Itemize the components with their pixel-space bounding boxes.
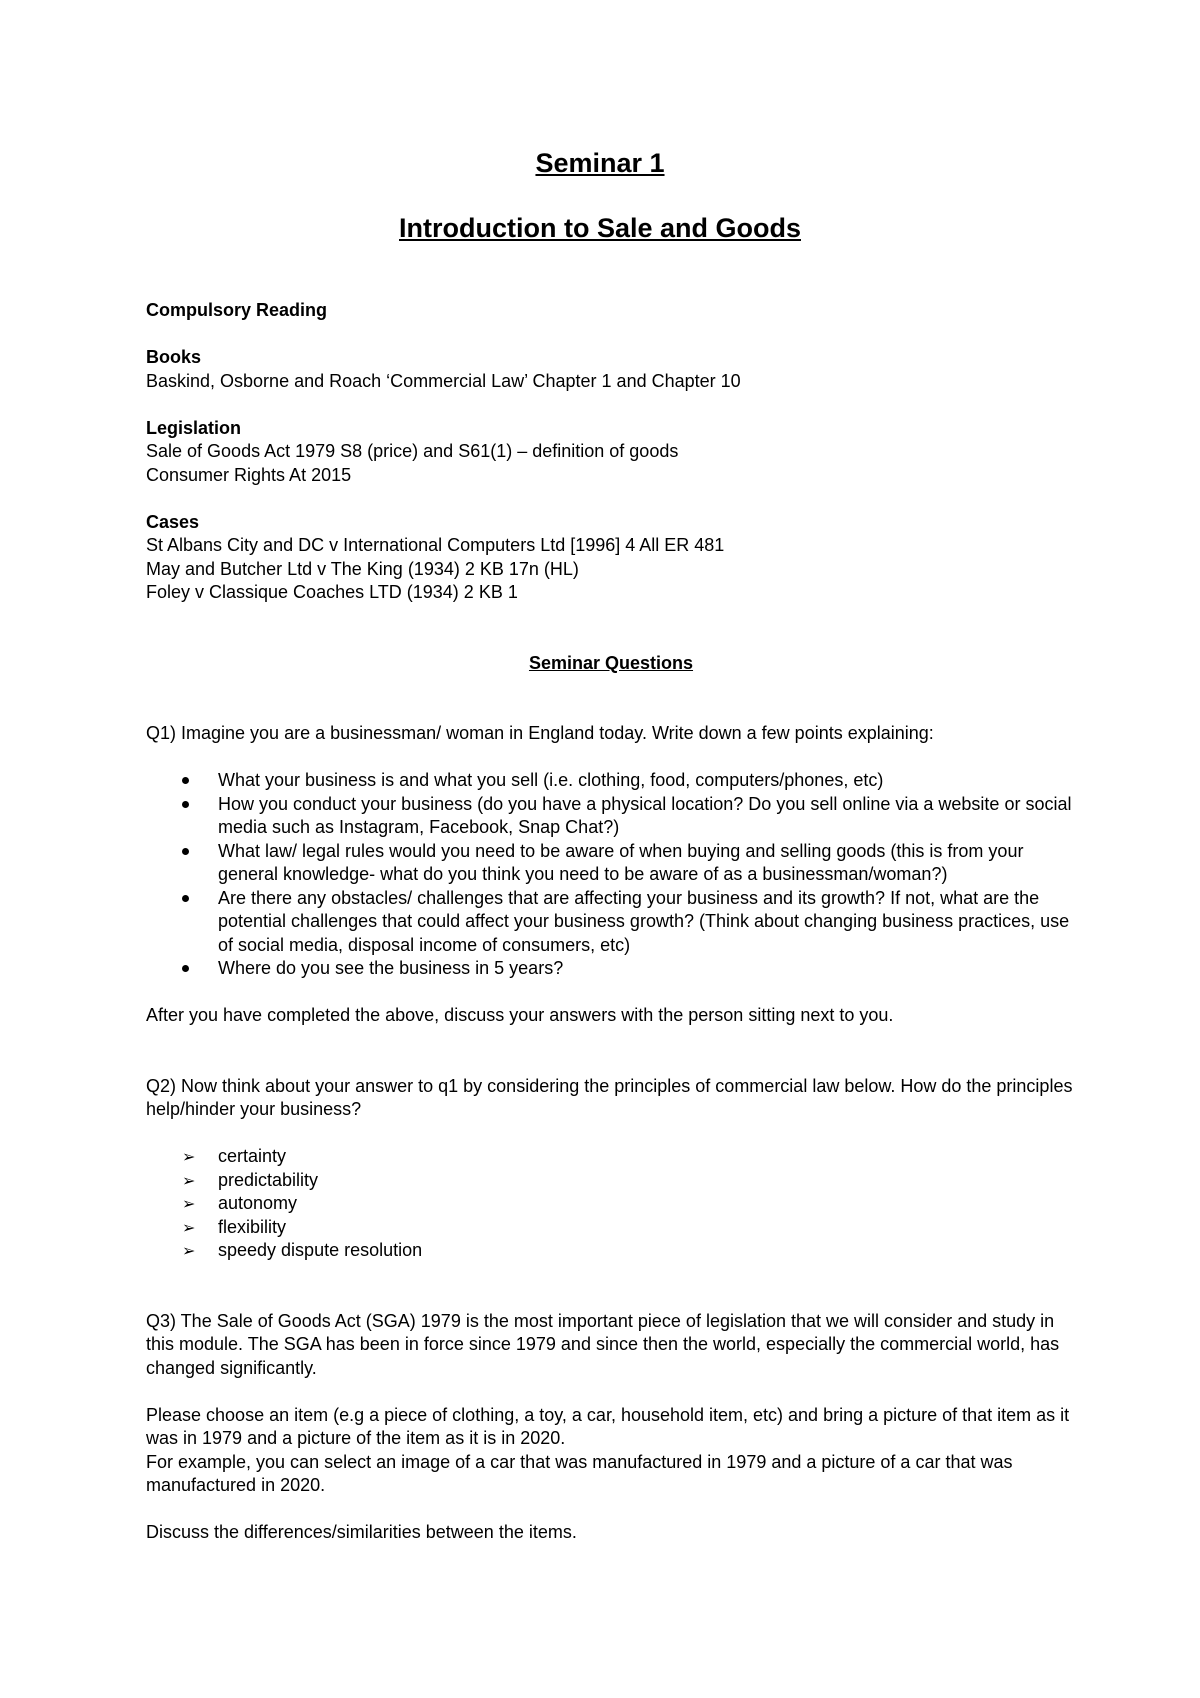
- case-entry: May and Butcher Ltd v The King (1934) 2 KB 17n (HL): [146, 558, 579, 579]
- list-item: [146, 769, 1076, 793]
- list-item: [146, 1145, 1076, 1169]
- q3-paragraph: Discuss the differences/similarities between the items.: [146, 1522, 577, 1542]
- list-item-text: flexibility: [218, 1216, 287, 1237]
- arrowhead-bullet-icon: ➢: [182, 1243, 196, 1260]
- legislation-entry: Consumer Rights At 2015: [146, 464, 352, 485]
- list-item-text: Where do you see the business in 5 years?: [218, 958, 564, 978]
- book-entry: Baskind, Osborne and Roach ‘Commercial Law’ Chapter 1 and Chapter 10: [146, 370, 741, 391]
- q1-bullet-list: [146, 769, 1076, 981]
- filled-circle-bullet-icon: [182, 887, 202, 911]
- list-item: [146, 957, 1076, 981]
- q2-bullet-list: [146, 1145, 1076, 1263]
- list-item: [146, 887, 1076, 958]
- list-item: [146, 1239, 1076, 1263]
- arrowhead-bullet-icon: ➢: [182, 1196, 196, 1213]
- q1-after: After you have completed the above, discuss your answers with the person sitting next to you.: [146, 1005, 894, 1025]
- list-item: [146, 840, 1076, 887]
- q3-paragraph: Please choose an item (e.g a piece of clothing, a toy, a car, household item, etc) and bring a picture of that item as it was in 1979 and a picture of the item as it is in 2020.: [146, 1404, 1070, 1448]
- case-entry: St Albans City and DC v International Computers Ltd [1996] 4 All ER 481: [146, 535, 725, 555]
- list-item: [146, 1169, 1076, 1193]
- filled-circle-bullet-icon: [182, 957, 202, 981]
- list-item-text: What law/ legal rules would you need to be aware of when buying and selling goods (this is from your general knowledge- what do you think you need to be aware of as a businessman/woman?): [218, 840, 1024, 884]
- case-entry: Foley v Classique Coaches LTD (1934) 2 KB 1: [146, 582, 518, 602]
- list-item: [146, 1192, 1076, 1216]
- document-body: [146, 299, 1076, 1545]
- legislation-heading: Legislation: [146, 417, 242, 438]
- q1-intro: Q1) Imagine you are a businessman/ woman in England today. Write down a few points explaining:: [146, 723, 934, 743]
- list-item-text: speedy dispute resolution: [218, 1240, 423, 1260]
- arrowhead-bullet-icon: ➢: [182, 1219, 196, 1237]
- list-item-text: What your business is and what you sell (i.e. clothing, food, computers/phones, etc): [218, 770, 884, 790]
- document-subtitle: Introduction to Sale and Goods: [399, 213, 801, 243]
- legislation-entry: Sale of Goods Act 1979 S8 (price) and S61(1) – definition of goods: [146, 441, 679, 461]
- q3-intro: Q3) The Sale of Goods Act (SGA) 1979 is the most important piece of legislation that we will consider and study in this module. The SGA has been in force since 1979 and since then the world, especially the commercial world, has changed significantly.: [146, 1310, 1060, 1378]
- compulsory-reading-heading: Compulsory Reading: [146, 300, 328, 320]
- q3-paragraph: For example, you can select an image of a car that was manufactured in 1979 and a picture of a car that was manufactured in 2020.: [146, 1451, 1013, 1495]
- document-title: Seminar 1: [535, 148, 665, 178]
- arrowhead-bullet-icon: ➢: [182, 1149, 196, 1166]
- filled-circle-bullet-icon: [182, 769, 202, 793]
- filled-circle-bullet-icon: [182, 840, 202, 864]
- seminar-questions-heading: Seminar Questions: [528, 652, 694, 673]
- cases-heading: Cases: [146, 511, 200, 532]
- list-item-text: How you conduct your business (do you have a physical location? Do you sell online via a website or social media such as Instagram, Facebook, Snap Chat?): [218, 793, 1072, 837]
- list-item-text: autonomy: [218, 1193, 298, 1213]
- list-item: [146, 1216, 1076, 1240]
- filled-circle-bullet-icon: [182, 793, 202, 817]
- list-item-text: Are there any obstacles/ challenges that are affecting your business and its growth? If not, what are the potential challenges that could affect your business growth? (Think about changing business practices, use of social media, disposal income of consumers, etc): [218, 887, 1070, 955]
- arrowhead-bullet-icon: ➢: [182, 1172, 196, 1190]
- books-heading: Books: [146, 347, 202, 367]
- q2-intro: Q2) Now think about your answer to q1 by considering the principles of commercial law below. How do the principles help/hinder your business?: [146, 1075, 1073, 1119]
- list-item-text: certainty: [218, 1146, 287, 1166]
- list-item: [146, 793, 1076, 840]
- list-item-text: predictability: [218, 1169, 319, 1190]
